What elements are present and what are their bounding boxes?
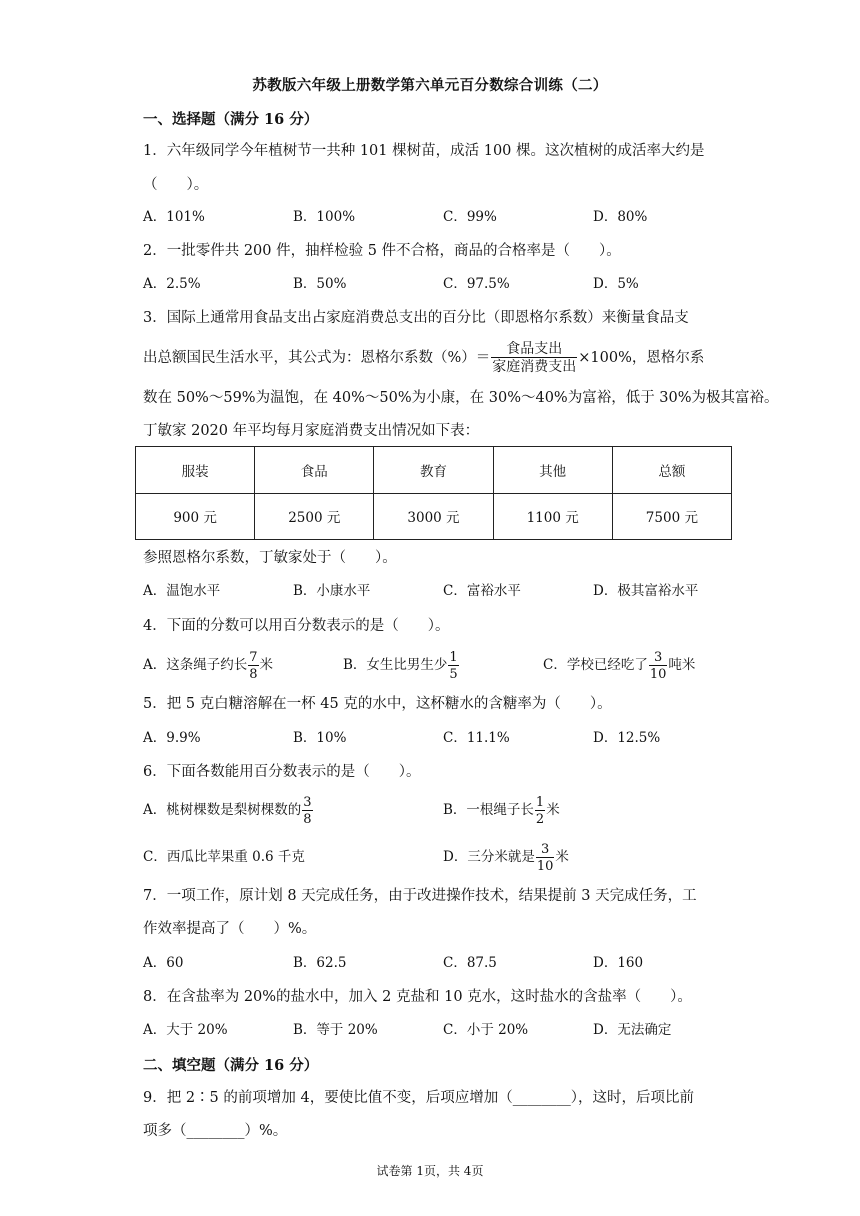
question-1-line-2: （ ）。 — [143, 177, 209, 193]
question-2-option-d[interactable]: D．5% — [593, 276, 639, 292]
question-2-option-a[interactable]: A．2.5% — [143, 276, 201, 292]
fraction-numerator: 1 — [449, 649, 458, 665]
question-6-line-1: 6．下面各数能用百分数表示的是（ ）。 — [143, 764, 421, 780]
question-7-options — [143, 952, 743, 974]
fraction-numerator: 1 — [535, 794, 545, 810]
option-text: 吨米 — [668, 657, 696, 673]
fraction-denominator: 8 — [249, 666, 258, 682]
question-8-option-b[interactable]: B．等于 20% — [293, 1022, 378, 1038]
option-text: C．学校已经吃了 — [543, 657, 648, 673]
option-text: B．女生比男生少 — [343, 657, 448, 673]
option-text: 米 — [555, 849, 569, 865]
question-6-options-row-2 — [143, 842, 743, 872]
question-3-option-c[interactable]: C．富裕水平 — [443, 583, 521, 599]
question-3-line-5: 参照恩格尔系数，丁敏家处于（ ）。 — [143, 550, 397, 566]
question-5-option-a[interactable]: A．9.9% — [143, 730, 201, 746]
fraction — [248, 651, 258, 681]
table-header-cell: 服装 — [136, 447, 255, 494]
question-6-option-c[interactable]: C．西瓜比苹果重 0.6 千克 — [143, 849, 305, 865]
table-header-cell: 食品 — [255, 447, 374, 494]
option-text: 米 — [546, 802, 560, 818]
option-text: A．这条绳子约长 — [143, 657, 248, 673]
fraction — [448, 651, 458, 681]
question-3-formula-suffix: ×100%，恩格尔系 — [578, 350, 705, 366]
question-7-line-1: 7．一项工作，原计划 8 天完成任务，由于改进操作技术，结果提前 3 天完成任务，工 — [143, 888, 697, 904]
question-5-option-c[interactable]: C．11.1% — [443, 730, 510, 746]
question-7-option-d[interactable]: D．160 — [593, 955, 644, 971]
fraction-denominator: 10 — [536, 858, 554, 874]
question-1-options — [143, 206, 743, 228]
question-4-option-b[interactable] — [343, 650, 460, 681]
question-6-options-row-1 — [143, 795, 743, 825]
expense-table — [135, 446, 732, 540]
question-3-line-4: 丁敏家 2020 年平均每月家庭消费支出情况如下表： — [143, 423, 480, 439]
expense-table-header-row — [136, 447, 732, 494]
question-1-option-d[interactable]: D．80% — [593, 209, 648, 225]
question-5-line-1: 5．把 5 克白糖溶解在一杯 45 克的水中，这杯糖水的含糖率为（ ）。 — [143, 696, 612, 712]
question-8-option-d[interactable]: D．无法确定 — [593, 1022, 672, 1038]
question-2-option-b[interactable]: B．50% — [293, 276, 347, 292]
question-5-option-d[interactable]: D．12.5% — [593, 730, 661, 746]
question-3-option-a[interactable]: A．温饱水平 — [143, 583, 221, 599]
option-text: A．桃树棵数是梨树棵数的 — [143, 802, 302, 818]
fraction — [649, 651, 668, 681]
question-1-option-a[interactable]: A．101% — [143, 209, 205, 225]
question-2-option-c[interactable]: C．97.5% — [443, 276, 510, 292]
question-3-formula-prefix: 出总额国民生活水平，其公式为：恩格尔系数（%）＝ — [143, 350, 491, 366]
option-text: B．一根绳子长 — [443, 802, 534, 818]
question-8-option-c[interactable]: C．小于 20% — [443, 1022, 529, 1038]
page-footer: 试卷第 1页，共 4页 — [376, 1164, 484, 1178]
fraction — [302, 796, 312, 826]
question-6-option-b[interactable] — [443, 795, 560, 826]
table-value-cell: 3000 元 — [374, 493, 493, 540]
fraction-numerator: 3 — [303, 794, 312, 810]
question-8-options — [143, 1019, 743, 1041]
section-fill-heading: 二、填空题（满分 16 分） — [143, 1057, 319, 1074]
question-9-line-1: 9．把 2∶5 的前项增加 4，要使比值不变，后项应增加（________），这时，后项比前 — [143, 1090, 694, 1106]
option-text: D．三分米就是 — [443, 849, 535, 865]
engel-formula-numerator: 食品支出 — [491, 342, 577, 358]
question-3-options — [143, 580, 743, 602]
fraction-numerator: 7 — [249, 649, 258, 665]
question-7-line-2: 作效率提高了（ ）%。 — [143, 921, 317, 937]
question-1-option-b[interactable]: B．100% — [293, 209, 356, 225]
question-1-line-1: 1．六年级同学今年植树节一共种 101 棵树苗，成活 100 棵。这次植树的成活率大约是 — [143, 143, 705, 159]
question-7-option-c[interactable]: C．87.5 — [443, 955, 497, 971]
table-header-cell: 其他 — [493, 447, 612, 494]
option-text: 米 — [259, 657, 274, 673]
fraction — [535, 796, 545, 826]
question-2-options — [143, 273, 743, 295]
table-value-cell: 2500 元 — [255, 493, 374, 540]
table-value-cell: 900 元 — [136, 493, 255, 540]
fraction — [536, 843, 555, 873]
question-9-line-2: 项多（________）%。 — [143, 1123, 288, 1139]
question-4-options — [143, 650, 743, 680]
question-7-option-a[interactable]: A．60 — [143, 955, 184, 971]
fraction-denominator: 10 — [649, 666, 667, 682]
question-3-line-2 — [143, 338, 704, 378]
question-4-line-1: 4．下面的分数可以用百分数表示的是（ ）。 — [143, 618, 450, 634]
table-header-cell: 教育 — [374, 447, 493, 494]
fraction-denominator: 8 — [303, 811, 312, 827]
question-5-options — [143, 727, 743, 749]
question-8-option-a[interactable]: A．大于 20% — [143, 1022, 228, 1038]
page-title: 苏教版六年级上册数学第六单元百分数综合训练（二） — [252, 77, 608, 94]
question-5-option-b[interactable]: B．10% — [293, 730, 347, 746]
question-4-option-c[interactable] — [543, 650, 695, 681]
question-1-option-c[interactable]: C．99% — [443, 209, 497, 225]
question-4-option-a[interactable] — [143, 650, 273, 681]
question-3-option-b[interactable]: B．小康水平 — [293, 583, 371, 599]
fraction-numerator: 3 — [649, 651, 668, 666]
fraction-denominator: 2 — [535, 811, 545, 827]
question-2-line-1: 2．一批零件共 200 件，抽样检验 5 件不合格，商品的合格率是（ ）。 — [143, 243, 621, 259]
engel-formula-denominator: 家庭消费支出 — [492, 359, 577, 375]
table-header-cell: 总额 — [612, 447, 731, 494]
question-3-option-d[interactable]: D．极其富裕水平 — [593, 583, 699, 599]
section-choice-heading: 一、选择题（满分 16 分） — [143, 111, 319, 128]
question-6-option-d[interactable] — [443, 842, 569, 873]
question-3-line-3: 数在 50%～59%为温饱，在 40%～50%为小康，在 30%～40%为富裕，低于 30%为极其富裕。 — [143, 390, 779, 406]
fraction-denominator: 5 — [449, 666, 458, 682]
table-value-cell: 1100 元 — [493, 493, 612, 540]
question-8-line-1: 8．在含盐率为 20%的盐水中，加入 2 克盐和 10 克水，这时盐水的含盐率（ ）。 — [143, 989, 692, 1005]
question-6-option-a[interactable] — [143, 795, 314, 826]
table-value-cell: 7500 元 — [612, 493, 731, 540]
engel-formula-fraction — [491, 342, 577, 374]
expense-table-value-row — [136, 493, 732, 540]
question-7-option-b[interactable]: B．62.5 — [293, 955, 347, 971]
question-3-line-1: 3．国际上通常用食品支出占家庭消费总支出的百分比（即恩格尔系数）来衡量食品支 — [143, 310, 689, 326]
fraction-numerator: 3 — [536, 843, 555, 858]
